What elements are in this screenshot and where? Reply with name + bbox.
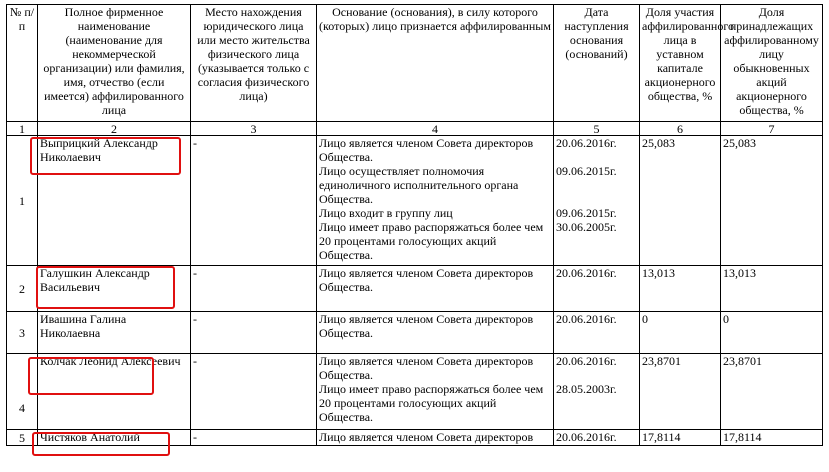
affiliate-location: - bbox=[191, 430, 317, 446]
column-number: 5 bbox=[554, 122, 640, 136]
affiliate-name: Галушкин Александр Васильевич bbox=[38, 266, 191, 312]
date-item: 09.06.2015г. bbox=[556, 206, 617, 220]
basis-item: Лицо имеет право распоряжаться более чем 20 процентами голосующих акций Общества. bbox=[319, 220, 544, 262]
column-number: 4 bbox=[317, 122, 554, 136]
row-number: 5 bbox=[7, 430, 38, 446]
basis-item: Лицо является членом Совета директоров Общества. bbox=[319, 312, 534, 340]
column-number-row bbox=[7, 122, 823, 136]
basis-date bbox=[554, 312, 640, 354]
share-stock-value: 0 bbox=[721, 312, 823, 354]
affiliate-name: Выприцкий Александр Николаевич bbox=[38, 136, 191, 266]
basis-item: Лицо осуществляет полномочия единоличного исполнительного органа Общества. bbox=[319, 164, 519, 206]
affiliate-basis bbox=[317, 312, 554, 354]
date-item: 20.06.2016г. bbox=[556, 266, 617, 280]
basis-item: Лицо является членом Совета директоров bbox=[319, 430, 534, 444]
share-stock-value: 13,013 bbox=[721, 266, 823, 312]
header-num: № п/п bbox=[7, 5, 38, 122]
header-share-stock: Доля принадлежащих аффилированному лицу обыкновенных акций акционерного общества, % bbox=[721, 5, 823, 122]
affiliate-basis bbox=[317, 136, 554, 266]
row-number: 4 bbox=[7, 354, 38, 430]
share-capital-value: 17,8114 bbox=[640, 430, 721, 446]
basis-item: Лицо имеет право распоряжаться более чем 20 процентами голосующих акций Общества. bbox=[319, 382, 544, 424]
basis-date bbox=[554, 266, 640, 312]
column-number: 1 bbox=[7, 122, 38, 136]
highlight-box-vypritsky bbox=[30, 137, 181, 175]
basis-date bbox=[554, 136, 640, 266]
affiliate-name: Колчак Леонид Алексеевич bbox=[38, 354, 191, 430]
header-basis: Основание (основания), в силу которого (которых) лицо признается аффилированным bbox=[317, 5, 554, 122]
share-capital-value: 23,8701 bbox=[640, 354, 721, 430]
date-item: 20.06.2016г. bbox=[556, 312, 617, 326]
basis-item: Лицо входит в группу лиц bbox=[319, 206, 453, 220]
affiliate-name: Ивашина Галина Николаевна bbox=[38, 312, 191, 354]
row-number: 3 bbox=[7, 312, 38, 354]
header-location: Место нахождения юридического лица или место жительства физического лица (указывается только с согласия физического лица) bbox=[191, 5, 317, 122]
affiliate-basis bbox=[317, 266, 554, 312]
column-number: 3 bbox=[191, 122, 317, 136]
table-row bbox=[7, 312, 823, 354]
column-number: 7 bbox=[721, 122, 823, 136]
share-capital-value: 25,083 bbox=[640, 136, 721, 266]
date-item: 20.06.2016г. bbox=[556, 354, 617, 368]
header-date: Дата наступления основания (оснований) bbox=[554, 5, 640, 122]
share-stock-value: 25,083 bbox=[721, 136, 823, 266]
affiliate-location: - bbox=[191, 312, 317, 354]
affiliate-basis bbox=[317, 430, 554, 446]
basis-item: Лицо является членом Совета директоров Общества. bbox=[319, 136, 534, 164]
header-name: Полное фирменное наименование (наименование для некоммерческой организации) или фамилия, имя, отчество (если имеется) аффилированного лица bbox=[38, 5, 191, 122]
row-number: 2 bbox=[7, 266, 38, 312]
share-stock-value: 17,8114 bbox=[721, 430, 823, 446]
affiliate-location: - bbox=[191, 266, 317, 312]
date-item: 20.06.2016г. bbox=[556, 136, 617, 150]
share-capital-value: 0 bbox=[640, 312, 721, 354]
column-number: 2 bbox=[38, 122, 191, 136]
affiliate-basis bbox=[317, 354, 554, 430]
header-row bbox=[7, 5, 823, 122]
date-item: 20.06.2016г. bbox=[556, 430, 617, 444]
affiliate-location: - bbox=[191, 354, 317, 430]
share-capital-value: 13,013 bbox=[640, 266, 721, 312]
highlight-box-chistyakov bbox=[32, 432, 170, 456]
row-number: 1 bbox=[7, 136, 38, 266]
highlight-box-kolchak bbox=[28, 357, 154, 395]
basis-date bbox=[554, 430, 640, 446]
date-item: 30.06.2005г. bbox=[556, 220, 617, 234]
column-number: 6 bbox=[640, 122, 721, 136]
basis-item: Лицо является членом Совета директоров Общества. bbox=[319, 266, 534, 294]
affiliate-location: - bbox=[191, 136, 317, 266]
basis-item: Лицо является членом Совета директоров Общества. bbox=[319, 354, 534, 382]
share-stock-value: 23,8701 bbox=[721, 354, 823, 430]
date-item: 28.05.2003г. bbox=[556, 382, 617, 396]
header-share-capital: Доля участия аффилированного лица в уставном капитале акционерного общества, % bbox=[640, 5, 721, 122]
affiliate-name: Чистяков Анатолий bbox=[38, 430, 191, 446]
highlight-box-galushkin bbox=[36, 266, 175, 309]
date-item: 09.06.2015г. bbox=[556, 164, 617, 178]
basis-date bbox=[554, 354, 640, 430]
